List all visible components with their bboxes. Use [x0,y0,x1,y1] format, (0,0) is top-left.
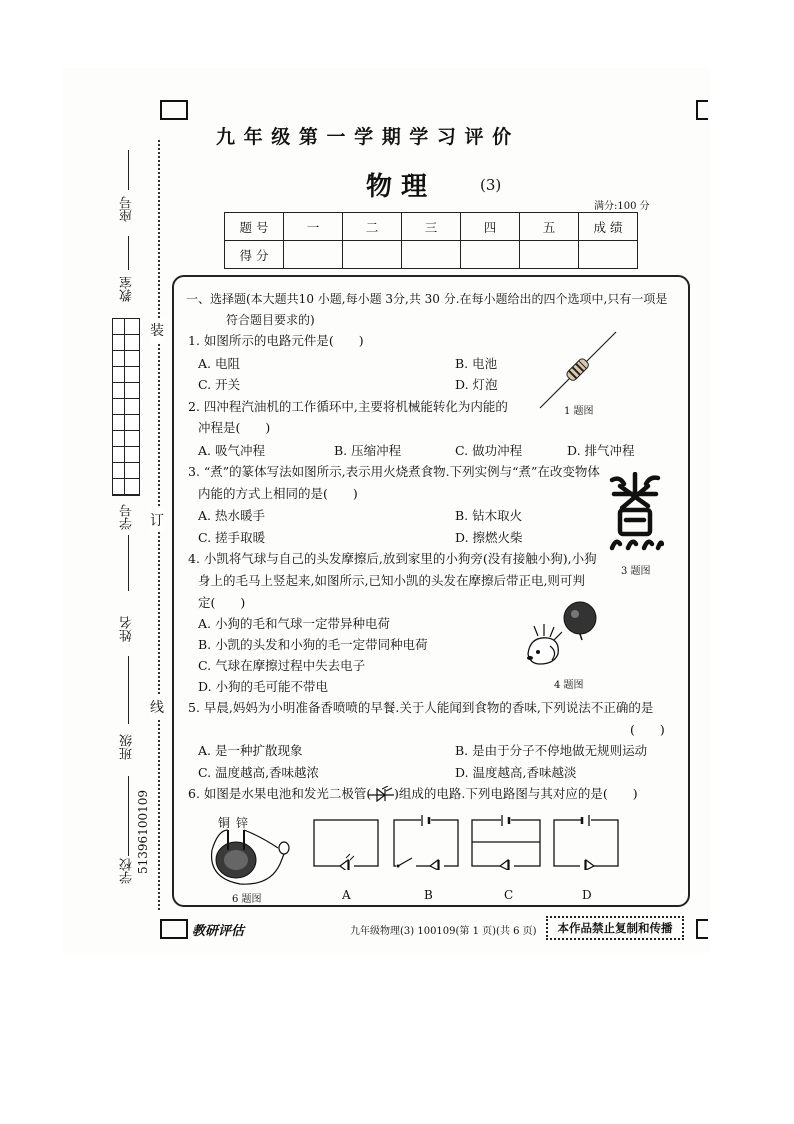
q1-option-d[interactable]: D. 灯泡 [455,377,498,392]
q2-option-d[interactable]: D. 排气冲程 [567,443,635,458]
q2-stem-cont: 冲程是( ) [198,420,271,435]
fruit-battery-figure [200,820,300,890]
footer-page-info: 九年级物理(3) 100109(第 1 页)(共 6 页) [350,926,537,937]
resistor-figure [536,326,620,412]
copper-label: 铜 [218,816,231,830]
circuit-option-b[interactable]: B [424,888,433,902]
section-heading-cont: 符合题目要求的) [226,313,315,327]
section-heading: 一、选择题(本大题共10 小题,每小题 3分,共 30 分.在每小题给出的四个选项中,只有一项是 [186,292,668,306]
q4-stem-cont1: 身上的毛马上竖起来,如图所示,已知小凯的头发在摩擦后带正电,则可判 [198,573,585,588]
score-header-cell: 题 号 [225,213,284,241]
q4-option-a[interactable]: A. 小狗的毛和气球一定带异种电荷 [198,616,390,631]
q3-option-c[interactable]: C. 搓手取暖 [198,530,266,545]
q4-option-d[interactable]: D. 小狗的毛可能不带电 [198,679,329,694]
room-line[interactable] [128,236,129,270]
score-table-header-row [225,213,638,241]
led-symbol-icon [368,786,394,802]
binding-mark-ding: 订 [150,508,164,532]
circuit-diagram-c[interactable] [470,812,544,870]
q2-option-b[interactable]: B. 压缩冲程 [334,443,402,458]
student-id-boxes[interactable] [112,318,140,496]
q1-option-b[interactable]: B. 电池 [455,356,498,371]
copyright-notice: 本作品禁止复制和传播 [546,916,684,940]
q4-stem-cont2: 定( ) [198,595,246,610]
seat-line[interactable] [128,150,129,190]
q1-stem: 1. 如图所示的电路元件是( ) [188,333,364,348]
name-label: 姓名 [120,616,135,642]
student-id-line[interactable] [128,535,129,591]
q6-stem-cont: )组成的电路.下列电路图与其对应的是( ) [394,786,638,801]
score-cell[interactable] [343,241,402,269]
score-header-cell: 三 [402,213,461,241]
score-cell[interactable] [284,241,343,269]
q2-stem: 2. 四冲程汽油机的工作循环中,主要将机械能转化为内能的 [188,399,508,414]
q5-answer-bracket[interactable]: ( ) [630,722,665,737]
score-table [224,212,638,269]
circuit-diagram-b[interactable] [392,812,462,870]
seat-label: 座号 [120,196,135,222]
q5-option-a[interactable]: A. 是一种扩散现象 [198,743,303,758]
score-row-label: 得 分 [225,241,284,269]
binding-mark-zhuang: 装 [150,318,164,342]
room-label: 教室 [120,276,135,302]
circuit-option-a[interactable]: A [342,888,351,902]
q6-figure-caption: 6 题图 [232,894,262,905]
q3-stem: 3. “煮”的篆体写法如图所示,表示用火烧煮食物.下列实例与“煮”在改变物体 [188,464,600,479]
seal-script-character-figure [606,472,664,552]
corner-mark-bottom-right [696,919,708,939]
circuit-diagram-d[interactable] [552,812,622,870]
full-score: 满分:100 分 [594,201,650,212]
class-line[interactable] [128,776,129,856]
q3-figure-caption: 3 题图 [621,566,651,577]
circuit-option-c[interactable]: C [504,888,514,902]
q1-option-c[interactable]: C. 开关 [198,377,241,392]
score-header-cell: 五 [520,213,579,241]
q3-option-b[interactable]: B. 钻木取火 [455,508,523,523]
corner-mark-top-left [160,100,188,120]
binding-mark-xian: 线 [150,695,164,719]
score-header-cell: 成 绩 [579,213,638,241]
phone-number: 51396100109 [136,790,150,874]
student-id-label: 学号 [120,504,135,530]
class-label: 班级 [120,734,135,760]
footer-logo: 教研评估 [192,924,245,939]
corner-mark-bottom-left [160,919,188,939]
school-label: 学校 [120,858,135,884]
q5-stem: 5. 早晨,妈妈为小明准备香喷喷的早餐.关于人能闻到食物的香味,下列说法不正确的是 [188,700,654,715]
q1-figure-caption: 1 题图 [564,406,594,417]
circuit-option-d[interactable]: D [582,888,592,902]
q4-stem: 4. 小凯将气球与自己的头发摩擦后,放到家里的小狗旁(没有接触小狗),小狗 [188,551,597,566]
score-header-cell: 二 [343,213,402,241]
q6-stem: 6. 如图是水果电池和发光二极管( [188,786,372,801]
q3-option-d[interactable]: D. 擦燃火柴 [455,530,523,545]
q5-option-d[interactable]: D. 温度越高,香味越淡 [455,765,577,780]
q1-option-a[interactable]: A. 电阻 [198,356,240,371]
corner-mark-top-right [696,100,708,120]
circuit-diagram-a[interactable] [312,818,382,870]
q3-stem-cont: 内能的方式上相同的是( ) [198,486,358,501]
q4-option-c[interactable]: C. 气球在摩擦过程中失去电子 [198,658,366,673]
exam-title: 九 年 级 第 一 学 期 学 习 评 价 [216,126,513,148]
q2-option-a[interactable]: A. 吸气冲程 [198,443,265,458]
score-cell[interactable] [579,241,638,269]
q5-option-b[interactable]: B. 是由于分子不停地做无规则运动 [455,743,648,758]
score-cell[interactable] [461,241,520,269]
q4-option-b[interactable]: B. 小凯的头发和小狗的毛一定带同种电荷 [198,637,428,652]
q4-figure-caption: 4 题图 [554,680,584,691]
q3-option-a[interactable]: A. 热水暖手 [198,508,265,523]
name-line[interactable] [128,656,129,724]
score-cell[interactable] [520,241,579,269]
zinc-label: 锌 [236,816,249,830]
score-table-score-row [225,241,638,269]
score-header-cell: 四 [461,213,520,241]
q2-option-c[interactable]: C. 做功冲程 [455,443,523,458]
subject-title: 物 理 [366,172,428,202]
score-header-cell: 一 [284,213,343,241]
volume-number: (3) [480,176,502,194]
q5-option-c[interactable]: C. 温度越高,香味越浓 [198,765,320,780]
student-id-boxes-divider [124,318,125,496]
score-cell[interactable] [402,241,461,269]
dog-balloon-figure [520,596,600,674]
